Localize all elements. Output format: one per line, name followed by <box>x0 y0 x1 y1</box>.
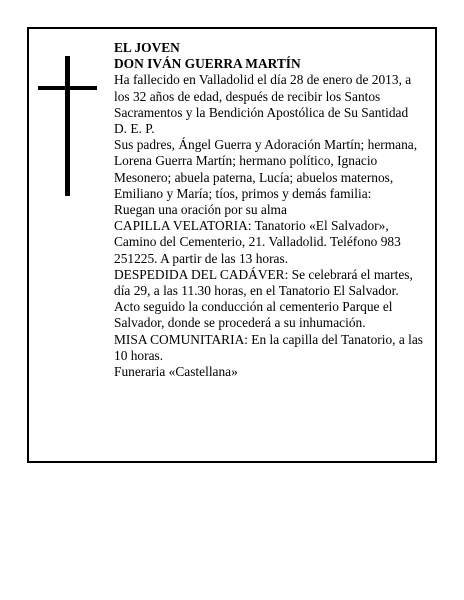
funeral-home-line: Funeraria «Castellana» <box>114 364 238 380</box>
mass-info-paragraph: MISA COMUNITARIA: En la capilla del Tanatorio, a las 10 horas. <box>114 331 424 363</box>
chapel-info-paragraph: CAPILLA VELATORIA: Tanatorio «El Salvador», Camino del Cementerio, 21. Valladolid. Teléfono 983 251225. A partir de las 13 horas. <box>114 218 401 266</box>
obituary-text <box>114 40 426 380</box>
header-title: EL JOVEN <box>114 40 180 55</box>
family-paragraph: Sus padres, Ángel Guerra y Adoración Martín; hermana, Lorena Guerra Martín; hermano político, Ignacio Mesonero; abuela paterna, Lucía; abuelos maternos, Emiliano y María; tíos, primos y demás familia: <box>114 137 418 201</box>
rip-line: D. E. P. <box>114 121 155 137</box>
cross-vertical-bar <box>65 56 70 196</box>
death-announcement-paragraph: Ha fallecido en Valladolid el día 28 de enero de 2013, a los 32 años de edad, después de recibir los Santos Sacramentos y la Bendición Apostólica de Su Santidad <box>114 72 412 120</box>
latin-cross-icon <box>38 56 97 196</box>
prayer-request-line: Ruegan una oración por su alma <box>114 202 287 218</box>
deceased-name: DON IVÁN GUERRA MARTÍN <box>114 56 301 72</box>
farewell-info-paragraph: DESPEDIDA DEL CADÁVER: Se celebrará el martes, día 29, a las 11.30 horas, en el Tanatorio El Salvador. Acto seguido la conducción al cementerio Parque el Salvador, donde se procederá a su inhumación. <box>114 266 413 331</box>
cross-horizontal-bar <box>38 86 97 90</box>
